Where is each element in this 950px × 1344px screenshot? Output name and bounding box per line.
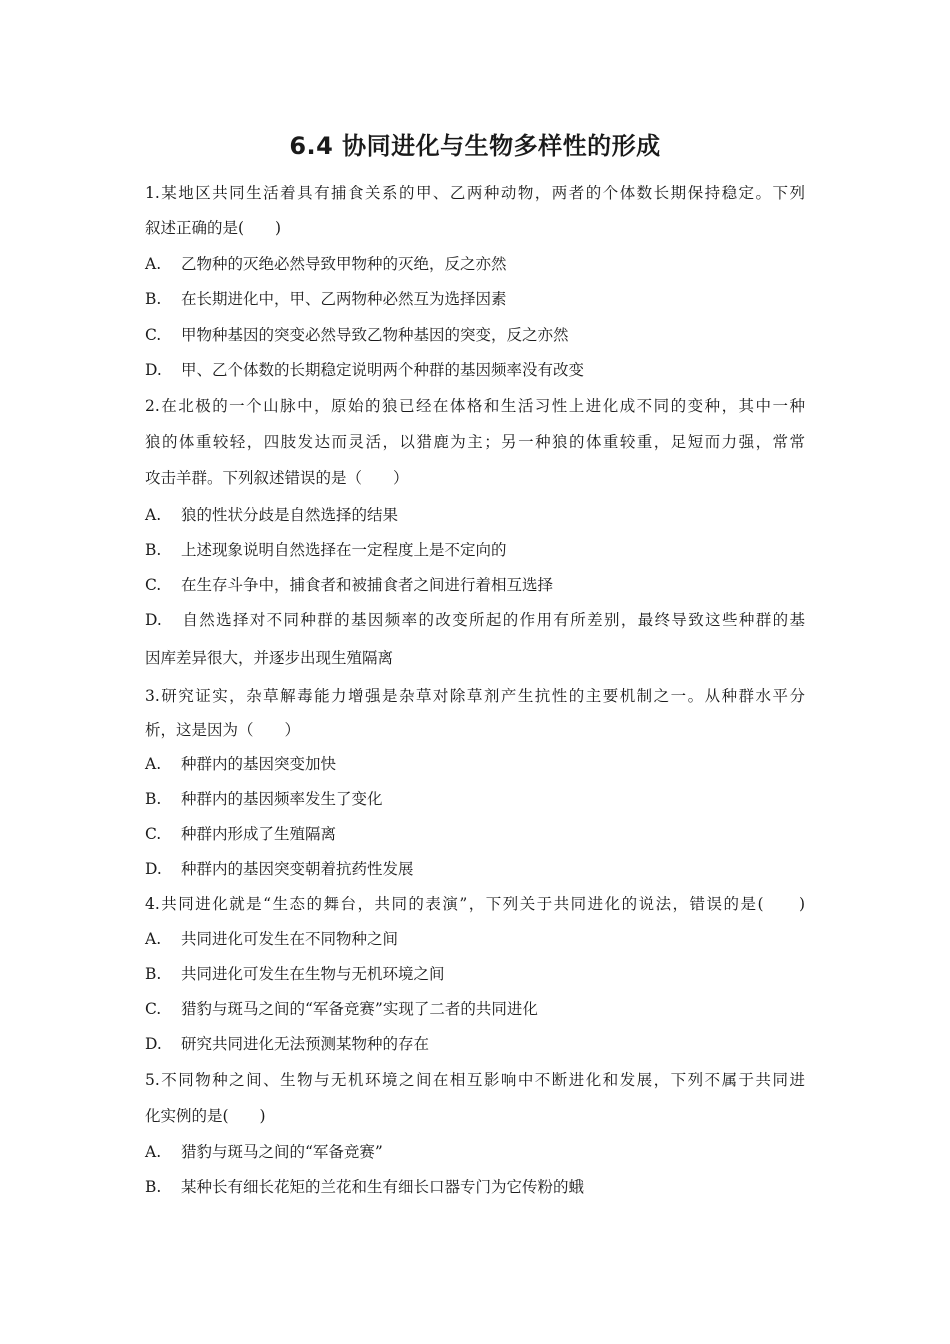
option-letter: A. [145,1143,162,1161]
option-letter: B. [145,541,162,559]
option-text: 自然选择对不同种群的基因频率的改变所起的作用有所差别，最终导致这些种群的基 [181,611,805,629]
question-2-option-c [145,575,805,595]
option-text: 甲、乙个体数的长期稳定说明两个种群的基因频率没有改变 [181,361,585,379]
option-letter: B. [145,790,162,808]
question-4-stem-line-1: 4.共同进化就是“生态的舞台，共同的表演”，下列关于共同进化的说法，错误的是( ) [145,895,805,913]
option-text: 甲物种基因的突变必然导致乙物种基因的突变，反之亦然 [181,326,569,344]
option-text: 上述现象说明自然选择在一定程度上是不定向的 [181,541,507,559]
option-text: 猎豹与斑马之间的“军备竞赛”实现了二者的共同进化 [181,1000,538,1018]
question-1-option-c [145,325,805,345]
option-letter: C. [145,1000,162,1018]
option-text: 种群内的基因突变加快 [181,755,337,773]
option-text: 某种长有细长花矩的兰花和生有细长口器专门为它传粉的蛾 [181,1178,585,1196]
question-2-stem-line-1: 2.在北极的一个山脉中，原始的狼已经在体格和生活习性上进化成不同的变种，其中一种 [145,397,805,415]
option-letter: A. [145,755,162,773]
question-1-option-a [145,254,805,274]
question-4-option-c [145,999,805,1019]
option-text: 乙物种的灭绝必然导致甲物种的灭绝，反之亦然 [181,255,507,273]
question-1-stem-line-1: 1.某地区共同生活着具有捕食关系的甲、乙两种动物，两者的个体数长期保持稳定。下列 [145,184,805,202]
question-2-stem-line-3: 攻击羊群。下列叙述错误的是（ ） [145,469,409,487]
option-letter: C. [145,825,162,843]
question-4-option-b [145,964,805,984]
question-4-option-d [145,1034,805,1054]
question-1-stem-line-2: 叙述正确的是( ) [145,219,282,237]
question-3-option-d [145,859,805,879]
option-letter: A. [145,930,162,948]
question-3-stem-line-1: 3.研究证实，杂草解毒能力增强是杂草对除草剂产生抗性的主要机制之一。从种群水平分 [145,687,805,705]
option-text: 种群内形成了生殖隔离 [181,825,337,843]
option-letter: D. [145,361,162,379]
option-text: 狼的性状分歧是自然选择的结果 [181,506,399,524]
option-text: 在长期进化中，甲、乙两物种必然互为选择因素 [181,290,507,308]
question-2-option-b [145,540,805,560]
question-3-option-b [145,789,805,809]
question-3-option-c [145,824,805,844]
question-1-option-d [145,360,805,380]
option-text: 猎豹与斑马之间的“军备竞赛” [181,1143,383,1161]
option-text: 种群内的基因频率发生了变化 [181,790,383,808]
option-text: 共同进化可发生在不同物种之间 [181,930,399,948]
question-1-option-b [145,289,805,309]
option-letter: D. [145,611,162,629]
option-letter: B. [145,290,162,308]
option-text: 在生存斗争中，捕食者和被捕食者之间进行着相互选择 [181,576,554,594]
option-letter: C. [145,326,162,344]
question-3-option-a [145,754,805,774]
option-letter: C. [145,576,162,594]
question-4-option-a [145,929,805,949]
question-2-option-d [145,610,805,630]
option-letter: A. [145,255,162,273]
option-letter: A. [145,506,162,524]
option-letter: B. [145,965,162,983]
question-5-stem-line-1: 5.不同物种之间、生物与无机环境之间在相互影响中不断进化和发展，下列不属于共同进 [145,1071,805,1089]
question-5-option-a [145,1142,805,1162]
option-text: 种群内的基因突变朝着抗药性发展 [181,860,414,878]
question-5-option-b [145,1177,805,1197]
question-5-stem-line-2: 化实例的是( ) [145,1107,266,1125]
question-3-stem-line-2: 析，这是因为（ ） [145,721,301,739]
page-title: 6.4 协同进化与生物多样性的形成 [289,132,661,160]
question-2-option-a [145,505,805,525]
option-text: 研究共同进化无法预测某物种的存在 [181,1035,430,1053]
option-letter: D. [145,860,162,878]
option-letter: B. [145,1178,162,1196]
option-letter: D. [145,1035,162,1053]
question-2-option-d-continuation: 因库差异很大，并逐步出现生殖隔离 [145,649,394,667]
option-text: 共同进化可发生在生物与无机环境之间 [181,965,445,983]
question-2-stem-line-2: 狼的体重较轻，四肢发达而灵活，以猎鹿为主；另一种狼的体重较重，足短而力强，常常 [145,433,805,451]
